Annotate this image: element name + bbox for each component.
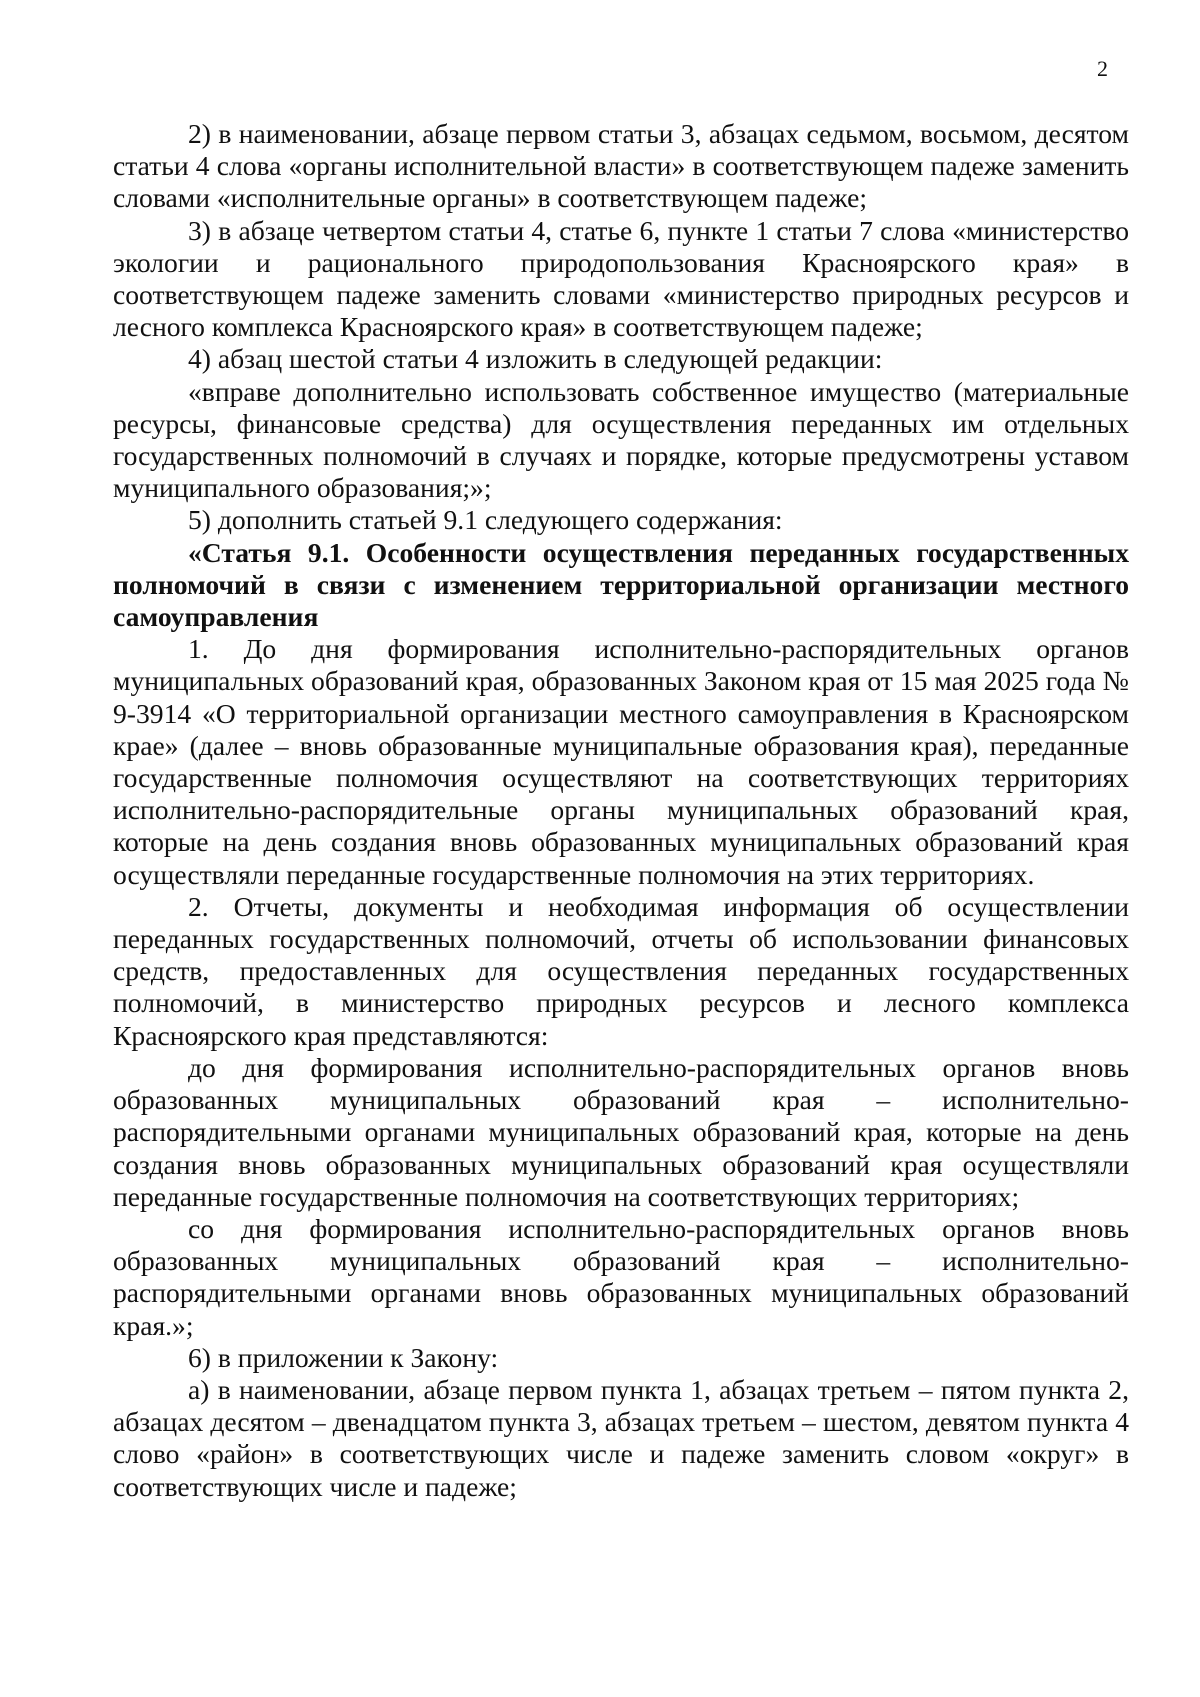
- paragraph-amendment-6: 6) в приложении к Закону:: [188, 1341, 499, 1373]
- article-clause-2: 2. Отчеты, документы и необходимая информация об осуществлении переданных государственных полномочий, отчеты об использовании финансовых средств, предоставленных для осуществления переданных государственных полномочий, в министерство природных ресурсов и лесного комплекса Красноярского края представляются:: [113, 890, 1129, 1051]
- article-heading: «Статья 9.1. Особенности осуществления переданных государственных полномочий в связи с изменением территориальной организации местного самоуправления: [113, 536, 1129, 633]
- page-number: 2: [1097, 56, 1108, 81]
- paragraph-amendment-5: 5) дополнить статьей 9.1 следующего содержания:: [188, 504, 783, 536]
- clause-2-item-before: до дня формирования исполнительно-распорядительных органов вновь образованных муниципальных образований края – исполнительно-распорядительными органами муниципальных образований края, которые на день создания вновь образованных муниципальных образований края осуществляли переданные государственные полномочия на соответствующих территориях;: [113, 1051, 1129, 1212]
- clause-2-item-after: со дня формирования исполнительно-распорядительных органов вновь образованных муниципальных образований края – исполнительно-распорядительными органами вновь образованных муниципальных образований края.»;: [113, 1212, 1129, 1341]
- paragraph-amendment-4: 4) абзац шестой статьи 4 изложить в следующей редакции:: [188, 343, 883, 375]
- paragraph-quoted-text: «вправе дополнительно использовать собственное имущество (материальные ресурсы, финансовые средства) для осуществления переданных им отдельных государственных полномочий в случаях и порядке, которые предусмотрены уставом муниципального образования;»;: [113, 375, 1129, 504]
- article-clause-1: 1. До дня формирования исполнительно-распорядительных органов муниципальных образований края, образованных Законом края от 15 мая 2025 года № 9-3914 «О территориальной организации местного самоуправления в Красноярском крае» (далее – вновь образованные муниципальные образования края), переданные государственные полномочия осуществляют на соответствующих территориях исполнительно-распорядительные органы муниципальных образований края, которые на день создания вновь образованных муниципальных образований края осуществляли переданные государственные полномочия на этих территориях.: [113, 633, 1129, 890]
- paragraph-amendment-6a: а) в наименовании, абзаце первом пункта 1, абзацах третьем – пятом пункта 2, абзацах десятом – двенадцатом пункта 3, абзацах третьем – шестом, девятом пункта 4 слово «район» в соответствующих числе и падеже заменить словом «округ» в соответствующих числе и падеже;: [113, 1373, 1129, 1502]
- paragraph-amendment-3: 3) в абзаце четвертом статьи 4, статье 6, пункте 1 статьи 7 слова «министерство экологии и рационального природопользования Красноярского края» в соответствующем падеже заменить словами «министерство природных ресурсов и лесного комплекса Красноярского края» в соответствующем падеже;: [113, 214, 1129, 343]
- document-body: [113, 118, 1129, 1503]
- paragraph-amendment-2: 2) в наименовании, абзаце первом статьи 3, абзацах седьмом, восьмом, десятом статьи 4 слова «органы исполнительной власти» в соответствующем падеже заменить словами «исполнительные органы» в соответствующем падеже;: [113, 118, 1129, 214]
